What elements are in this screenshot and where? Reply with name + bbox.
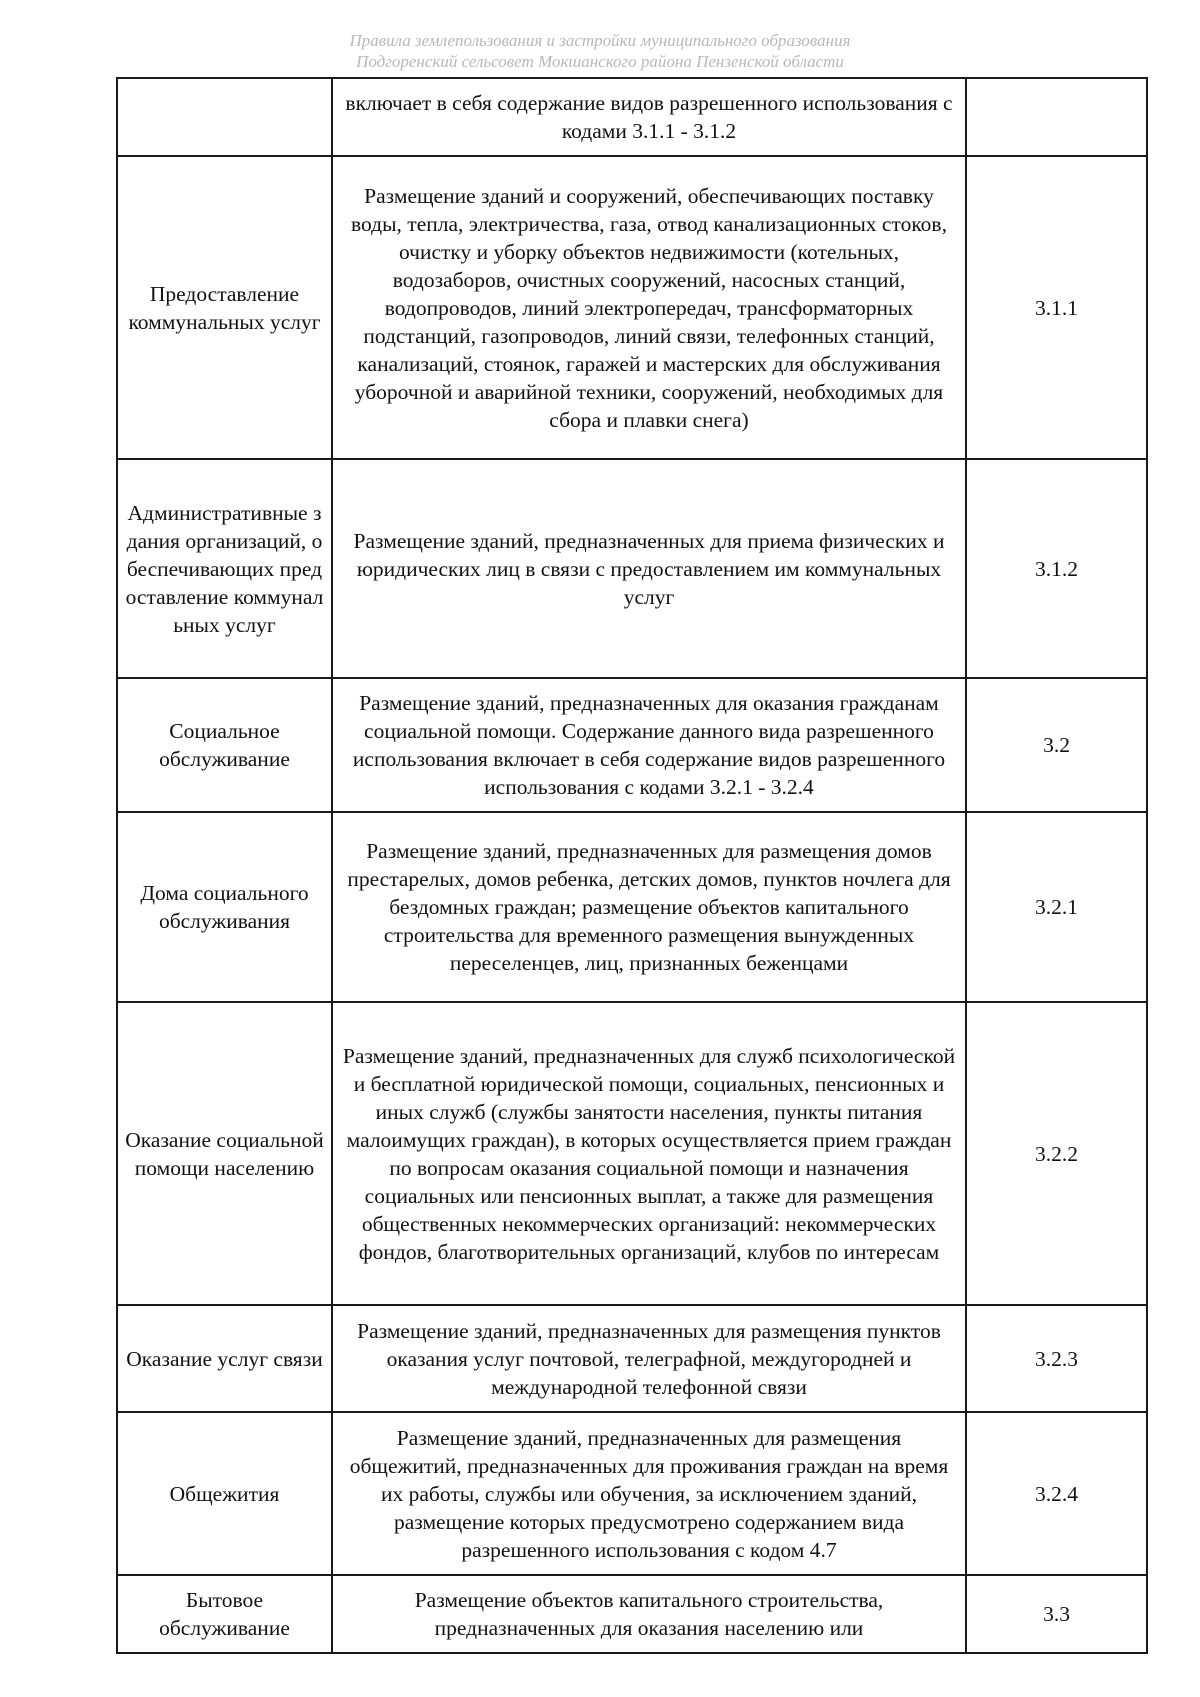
use-description-cell: Размещение зданий, предназначенных для оказания гражданам социальной помощи. Содержание данного вида разрешенного использования включает в себя содержание видов разрешенного использования с кодами 3.2.1 - 3.2.4 xyxy=(332,678,966,812)
table-row xyxy=(117,812,1147,1002)
table-row xyxy=(117,1575,1147,1653)
use-name-cell: Оказание социальной помощи населению xyxy=(117,1002,332,1305)
use-code-cell: 3.1.1 xyxy=(966,156,1147,459)
use-name-cell: Оказание услуг связи xyxy=(117,1305,332,1412)
use-code-cell: 3.2 xyxy=(966,678,1147,812)
table-row xyxy=(117,1305,1147,1412)
land-use-table xyxy=(116,77,1148,1654)
use-code-cell: 3.2.1 xyxy=(966,812,1147,1002)
use-name-cell: Бытовое обслуживание xyxy=(117,1575,332,1653)
table-row xyxy=(117,1412,1147,1575)
use-description-cell: Размещение зданий и сооружений, обеспечивающих поставку воды, тепла, электричества, газа, отвод канализационных стоков, очистку и уборку объектов недвижимости (котельных, водозаборов, очистных сооружений, насосных станций, водопроводов, линий электропередач, трансформаторных подстанций, газопроводов, линий связи, телефонных станций, канализаций, стоянок, гаражей и мастерских для обслуживания уборочной и аварийной техники, сооружений, необходимых для сбора и плавки снега) xyxy=(332,156,966,459)
table-row xyxy=(117,1002,1147,1305)
use-name-cell: Дома социального обслуживания xyxy=(117,812,332,1002)
use-name-cell: Предоставление коммунальных услуг xyxy=(117,156,332,459)
use-description-cell: Размещение зданий, предназначенных для размещения домов престарелых, домов ребенка, детских домов, пунктов ночлега для бездомных граждан; размещение объектов капитального строительства для временного размещения вынужденных переселенцев, лиц, признанных беженцами xyxy=(332,812,966,1002)
page-header xyxy=(0,30,1200,72)
use-description-cell: Размещение зданий, предназначенных для служб психологической и бесплатной юридической помощи, социальных, пенсионных и иных служб (службы занятости населения, пункты питания малоимущих граждан), в которых осуществляется прием граждан по вопросам оказания социальной помощи и назначения социальных или пенсионных выплат, а также для размещения общественных некоммерческих организаций: некоммерческих фондов, благотворительных организаций, клубов по интересам xyxy=(332,1002,966,1305)
use-name-cell xyxy=(117,78,332,156)
table-row xyxy=(117,78,1147,156)
use-code-cell: 3.2.3 xyxy=(966,1305,1147,1412)
table-row xyxy=(117,459,1147,678)
use-name-cell: Общежития xyxy=(117,1412,332,1575)
use-name-cell: Социальное обслуживание xyxy=(117,678,332,812)
use-code-cell: 3.2.4 xyxy=(966,1412,1147,1575)
use-description-cell: Размещение зданий, предназначенных для размещения пунктов оказания услуг почтовой, телеграфной, междугородней и международной телефонной связи xyxy=(332,1305,966,1412)
use-description-cell: Размещение объектов капитального строительства, предназначенных для оказания населению или xyxy=(332,1575,966,1653)
use-name-cell: Административные здания организаций, обеспечивающих предоставление коммунальных услуг xyxy=(117,459,332,678)
use-code-cell xyxy=(966,78,1147,156)
use-code-cell: 3.2.2 xyxy=(966,1002,1147,1305)
table-row xyxy=(117,156,1147,459)
use-code-cell: 3.3 xyxy=(966,1575,1147,1653)
table-row xyxy=(117,678,1147,812)
header-line-2: Подгоренский сельсовет Мокшанского района Пензенской области xyxy=(356,52,844,71)
use-description-cell: включает в себя содержание видов разрешенного использования с кодами 3.1.1 - 3.1.2 xyxy=(332,78,966,156)
use-description-cell: Размещение зданий, предназначенных для размещения общежитий, предназначенных для проживания граждан на время их работы, службы или обучения, за исключением зданий, размещение которых предусмотрено содержанием вида разрешенного использования с кодом 4.7 xyxy=(332,1412,966,1575)
use-code-cell: 3.1.2 xyxy=(966,459,1147,678)
header-line-1: Правила землепользования и застройки муниципального образования xyxy=(349,31,851,50)
use-description-cell: Размещение зданий, предназначенных для приема физических и юридических лиц в связи с предоставлением им коммунальных услуг xyxy=(332,459,966,678)
